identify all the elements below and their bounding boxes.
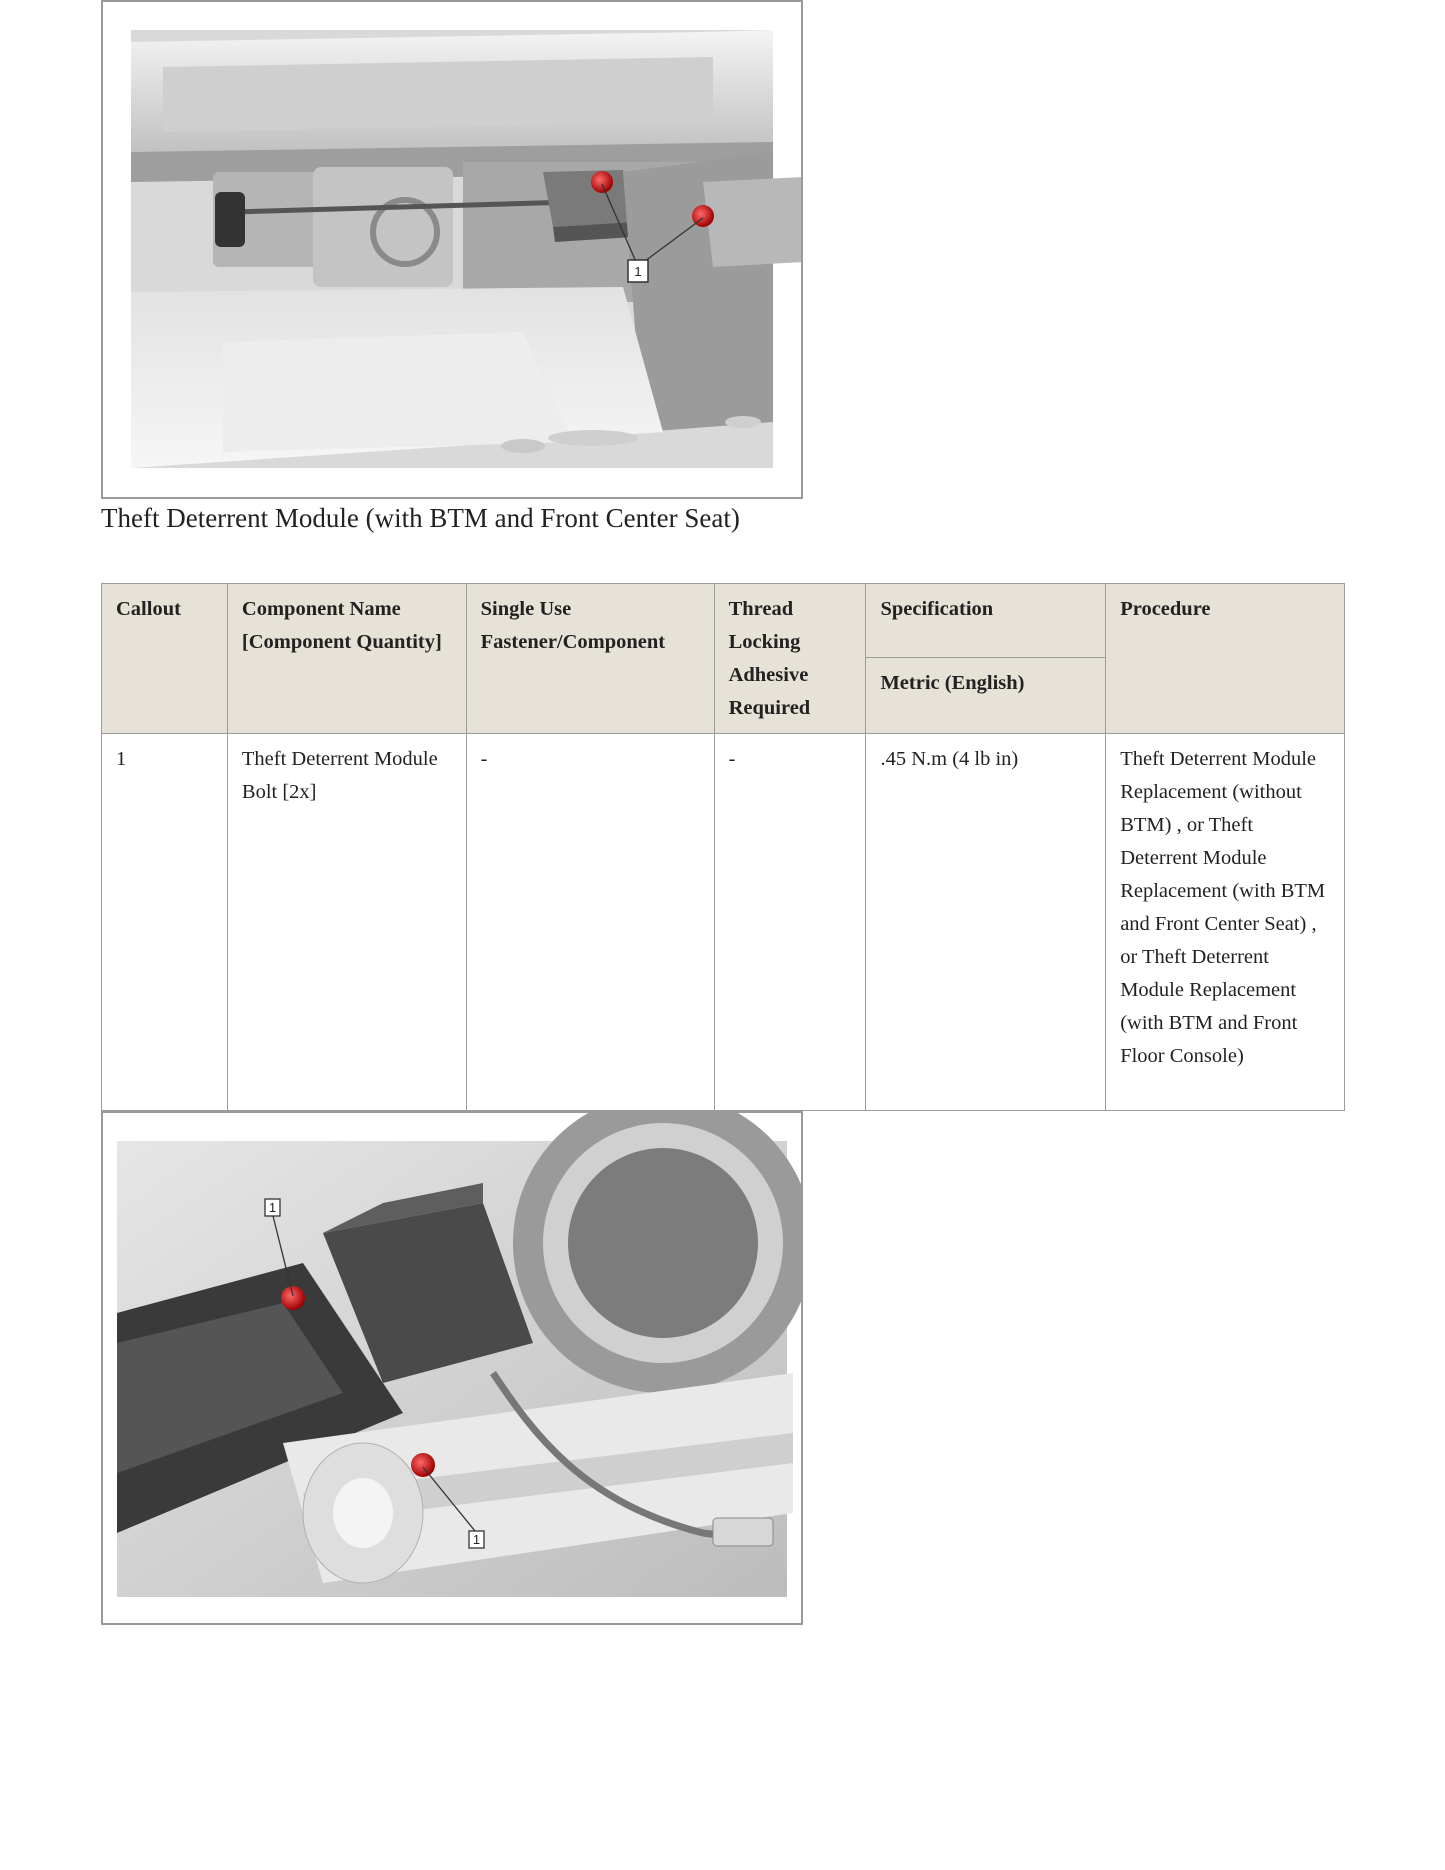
header-procedure: Procedure bbox=[1106, 584, 1345, 734]
header-specification: Specification bbox=[866, 584, 1106, 658]
figure2-callout-lower: 1 bbox=[472, 1532, 481, 1547]
cell-callout: 1 bbox=[102, 734, 228, 1111]
header-component-name: Component Name [Component Quantity] bbox=[227, 584, 466, 734]
specification-table bbox=[101, 583, 1345, 1111]
cell-thread-locking: - bbox=[714, 734, 866, 1111]
table-row bbox=[102, 734, 1345, 1111]
header-thread-locking: Thread Locking Adhesive Required bbox=[714, 584, 866, 734]
illustration-2-drawing bbox=[103, 1113, 801, 1623]
header-callout: Callout bbox=[102, 584, 228, 734]
cell-specification: .45 N.m (4 lb in) bbox=[866, 734, 1106, 1111]
illustration-1-drawing bbox=[103, 2, 801, 497]
component-illustration-1 bbox=[101, 0, 803, 499]
cell-component-name: Theft Deterrent Module Bolt [2x] bbox=[227, 734, 466, 1111]
figure-caption: Theft Deterrent Module (with BTM and Front Center Seat) bbox=[101, 503, 740, 533]
figure1-callout-label: 1 bbox=[634, 264, 642, 279]
figure2-callout-upper: 1 bbox=[268, 1200, 277, 1215]
cell-single-use: - bbox=[466, 734, 714, 1111]
header-metric-english: Metric (English) bbox=[866, 658, 1106, 734]
component-illustration-2 bbox=[101, 1111, 803, 1625]
header-single-use: Single Use Fastener/Component bbox=[466, 584, 714, 734]
cell-procedure: Theft Deterrent Module Replacement (without BTM) , or Theft Deterrent Module Replacement (with BTM and Front Center Seat) , or Theft Deterrent Module Replacement (with BTM and Front Floor Console) bbox=[1106, 734, 1345, 1111]
